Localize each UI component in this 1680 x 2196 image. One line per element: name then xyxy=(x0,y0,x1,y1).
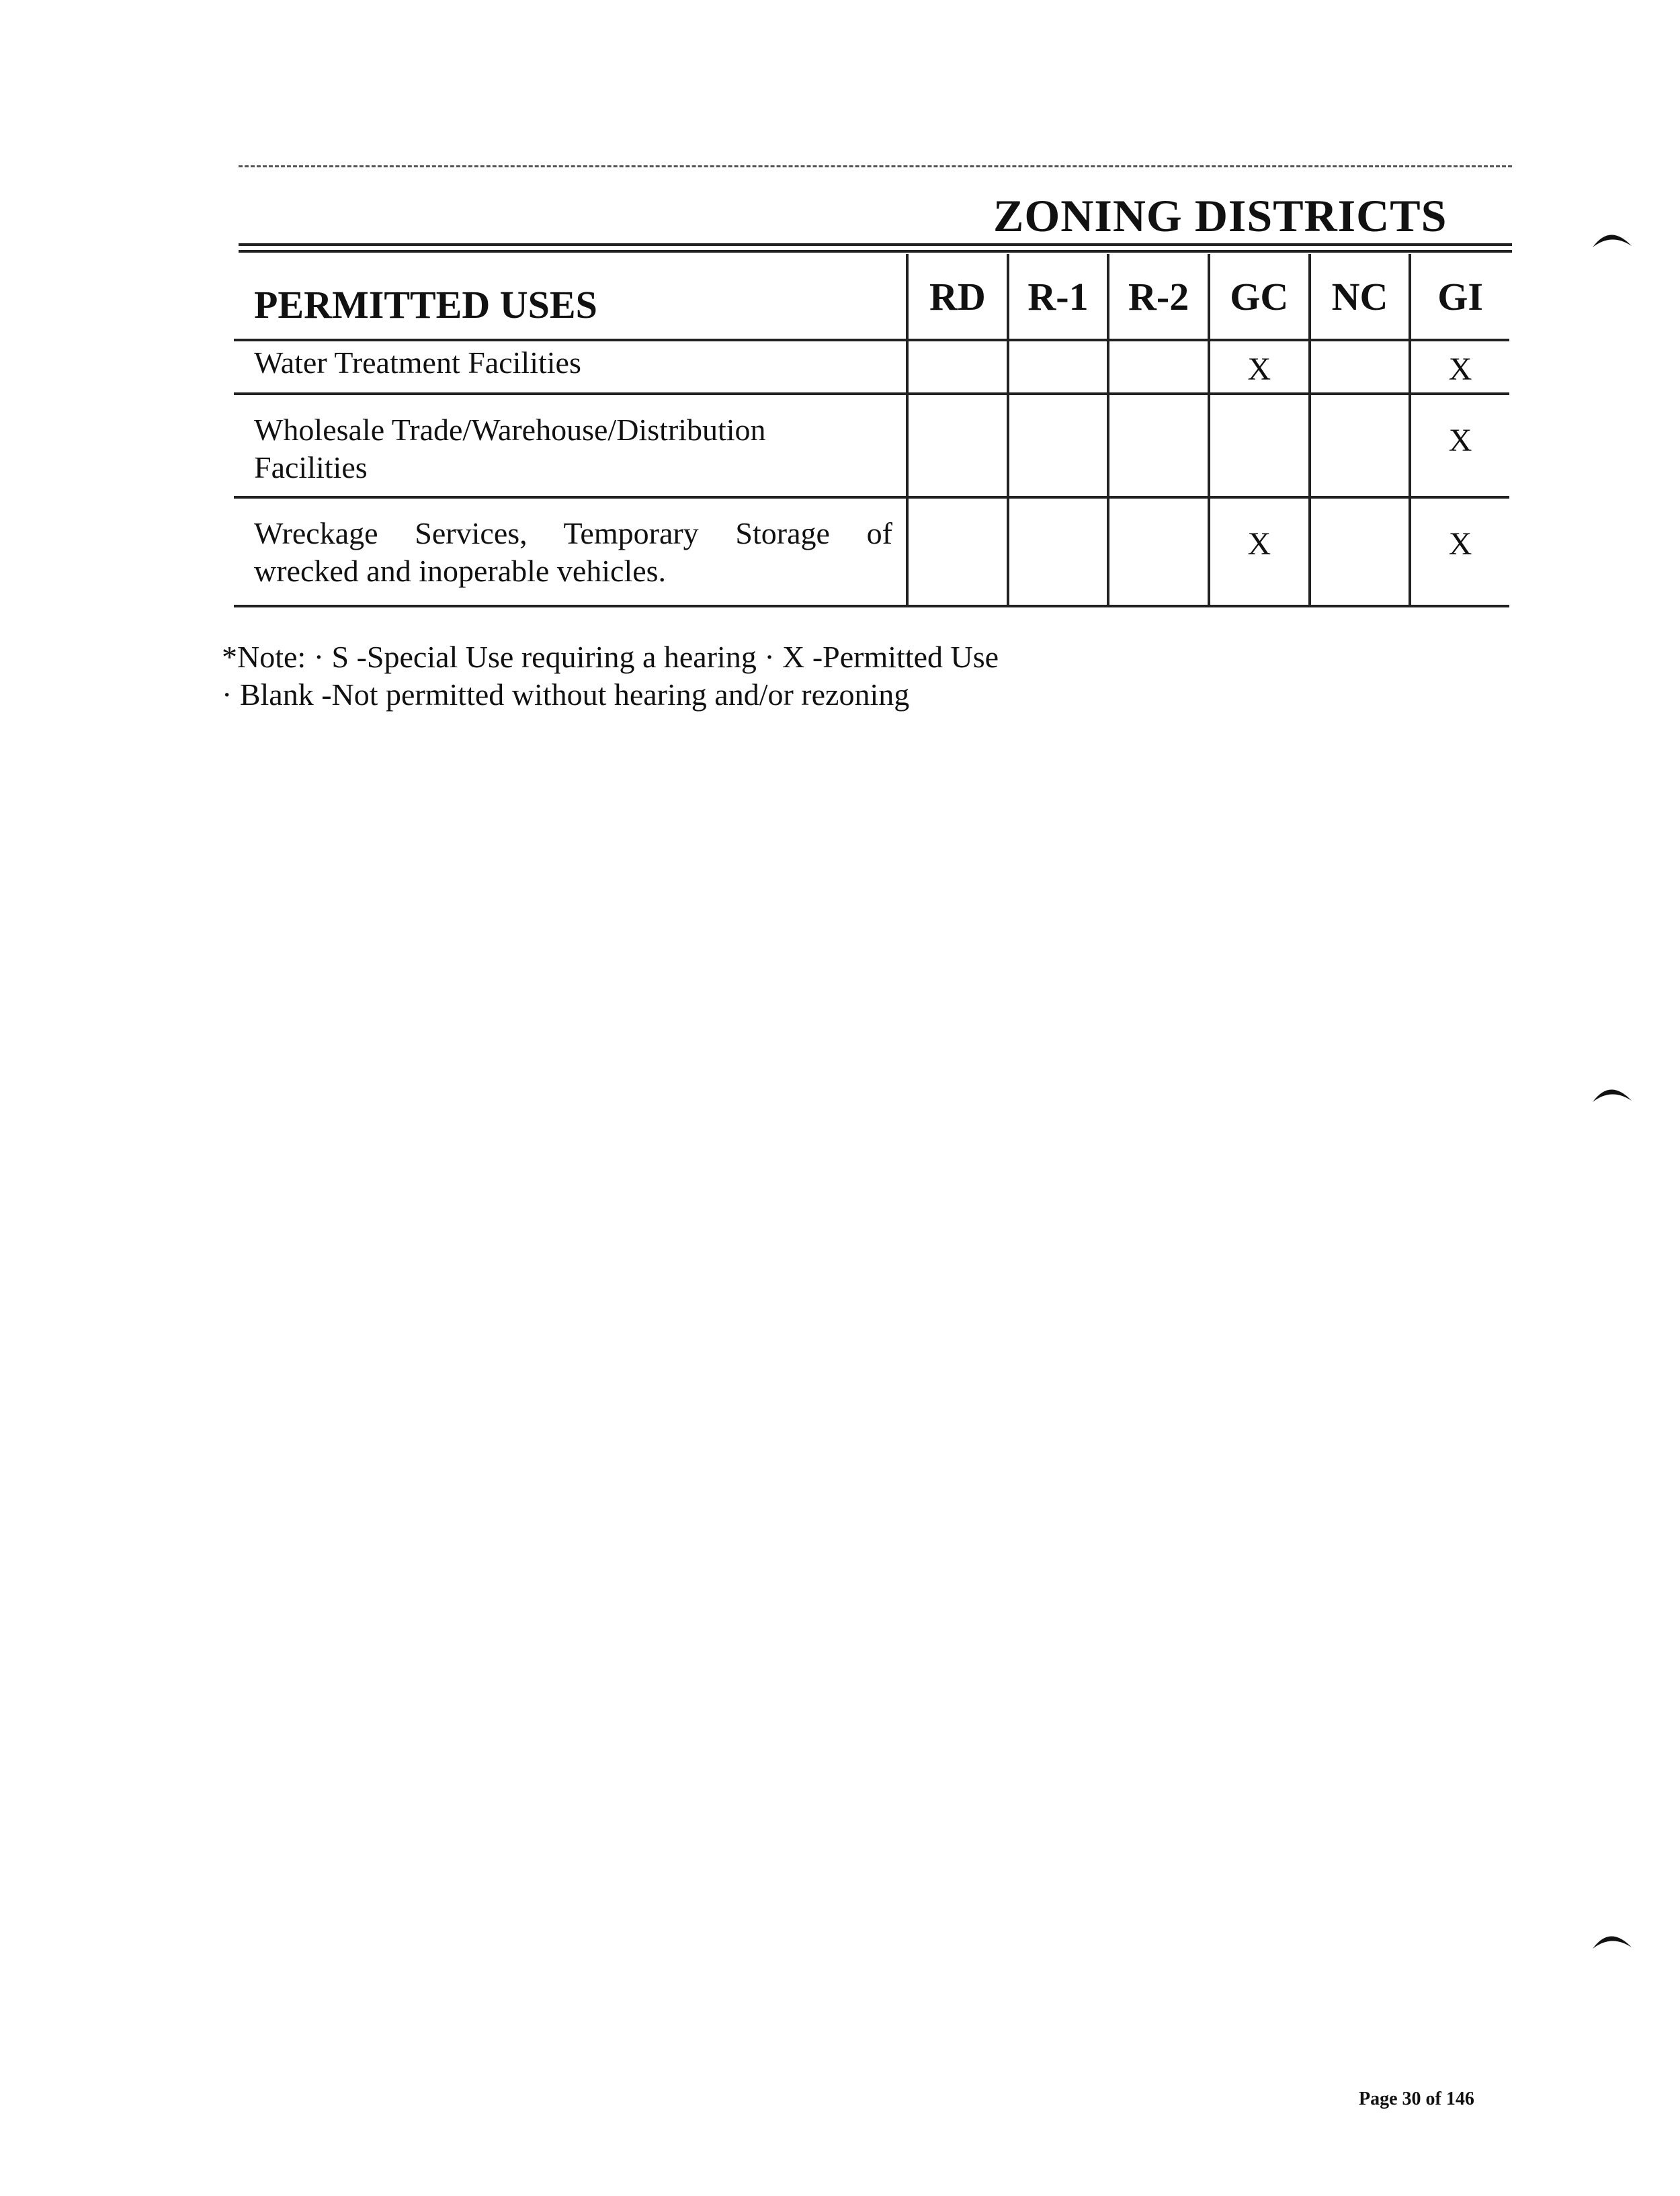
district-header-gi: GI xyxy=(1409,254,1509,339)
use-line: Wholesale Trade/Warehouse/Distribution xyxy=(254,413,766,447)
binder-hole-mark-icon xyxy=(1591,226,1633,249)
header-rule-lower xyxy=(239,250,1512,253)
use-name xyxy=(234,395,906,496)
footnote xyxy=(222,638,999,714)
mark-r1 xyxy=(1007,395,1107,496)
mark-gi: X xyxy=(1409,341,1509,392)
binder-hole-mark-icon xyxy=(1591,1081,1633,1103)
mark-gi: X xyxy=(1409,395,1509,496)
mark-nc xyxy=(1308,395,1409,496)
district-header-rd: RD xyxy=(906,254,1007,339)
use-line: Water Treatment Facilities xyxy=(254,345,581,380)
binder-hole-mark-icon xyxy=(1591,1927,1633,1950)
mark-r2 xyxy=(1107,341,1208,392)
mark-gc: X xyxy=(1208,341,1308,392)
mark-r2 xyxy=(1107,499,1208,605)
mark-r1 xyxy=(1007,341,1107,392)
district-header-r2: R-2 xyxy=(1107,254,1208,339)
mark-nc xyxy=(1308,341,1409,392)
mark-r2 xyxy=(1107,395,1208,496)
footnote-line: · Blank -Not permitted without hearing and/or rezoning xyxy=(222,677,910,712)
mark-rd xyxy=(906,499,1007,605)
zoning-districts-title: ZONING DISTRICTS xyxy=(993,190,1447,241)
use-line: wrecked and inoperable vehicles. xyxy=(254,554,667,588)
use-line: Facilities xyxy=(254,450,368,484)
table-row xyxy=(234,341,1509,395)
footnote-line: *Note: · S -Special Use requiring a hearing · X -Permitted Use xyxy=(222,640,999,674)
top-rule xyxy=(239,165,1512,167)
mark-gc: X xyxy=(1208,499,1308,605)
use-line: Wreckage Services, Temporary Storage of xyxy=(254,516,892,550)
district-header-nc: NC xyxy=(1308,254,1409,339)
mark-rd xyxy=(906,395,1007,496)
permitted-uses-header: PERMITTED USES xyxy=(254,283,597,327)
table-header-row xyxy=(234,254,1509,341)
use-name xyxy=(234,341,906,392)
mark-nc xyxy=(1308,499,1409,605)
use-name xyxy=(234,499,906,605)
header-rule-upper xyxy=(239,243,1512,246)
zoning-table xyxy=(234,254,1509,607)
mark-rd xyxy=(906,341,1007,392)
page-number: Page 30 of 146 xyxy=(1359,2088,1474,2109)
table-row xyxy=(234,499,1509,607)
mark-gc xyxy=(1208,395,1308,496)
district-header-r1: R-1 xyxy=(1007,254,1107,339)
mark-r1 xyxy=(1007,499,1107,605)
table-row xyxy=(234,395,1509,499)
mark-gi: X xyxy=(1409,499,1509,605)
district-header-gc: GC xyxy=(1208,254,1308,339)
